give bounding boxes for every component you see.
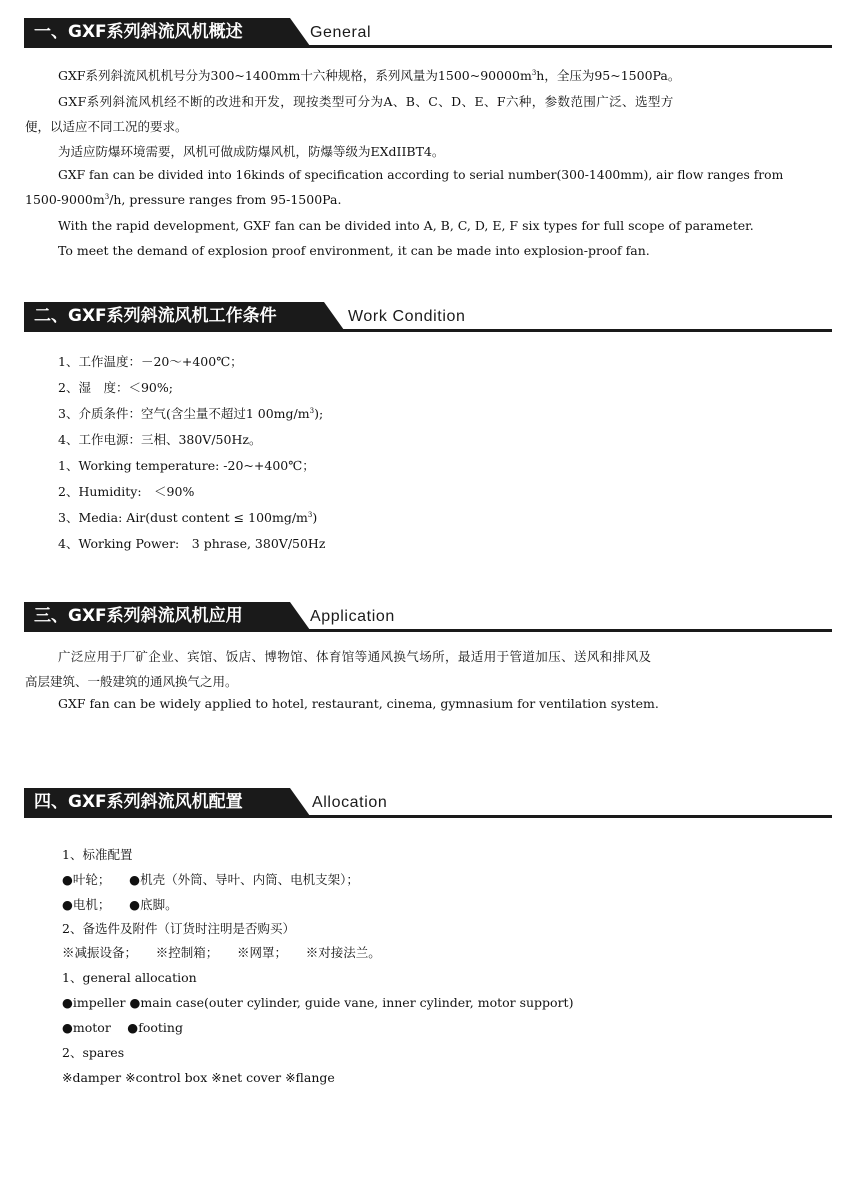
general-line-7: With the rapid development, GXF fan can be divided into A, B, C, D, E, F six types for full scope of parameter.	[58, 218, 754, 233]
section-header-allocation	[24, 788, 832, 818]
section-header-application	[24, 602, 832, 632]
application-line-3: GXF fan can be widely applied to hotel, restaurant, cinema, gymnasium for ventilation system.	[58, 696, 659, 711]
allocation-line-5: ※减振设备； ※控制箱； ※网罩； ※对接法兰。	[62, 945, 381, 960]
work-cond-en-1: 1、Working temperature: -20~+400℃；	[58, 458, 315, 473]
work-cond-en-4: 4、Working Power: 3 phrase, 380V/50Hz	[58, 536, 326, 551]
work-cond-cn-3: 3、介质条件：空气(含尘量不超过1 $00mg/m^3$);	[58, 406, 324, 421]
allocation-line-3: ●电机； ●底脚。	[62, 897, 178, 912]
allocation-line-10: ※damper ※control box ※net cover ※flange	[62, 1070, 335, 1085]
section-title-cn: 四、GXF系列斜流风机配置	[34, 792, 243, 812]
allocation-line-9: 2、spares	[62, 1045, 125, 1060]
general-line-3: 便，以适应不同工况的要求。	[25, 119, 188, 134]
work-cond-cn-1: 1、工作温度：－20～+400℃；	[58, 354, 243, 369]
section-title-en: Application	[310, 608, 395, 625]
allocation-line-2: ●叶轮； ●机壳（外筒、导叶、内筒、电机支架）；	[62, 872, 359, 887]
allocation-line-4: 2、备选件及附件（订货时注明是否购买）	[62, 921, 295, 936]
general-line-1: GXF系列斜流风机机号分为300~1400mm十六种规格，系列风量为$1500\sim 90000m^3h$，全压为95~1500Pa。	[58, 68, 681, 83]
application-line-2: 高层建筑、一般建筑的通风换气之用。	[25, 674, 238, 689]
header-rule	[24, 629, 832, 632]
general-line-6: $1500-9000m^3/h$, pressure ranges from 95-1500Pa.	[25, 192, 342, 207]
section-header-general	[24, 18, 832, 48]
general-line-8: To meet the demand of explosion proof environment, it can be made into explosion-proof fan.	[58, 243, 650, 258]
section-title-cn: 三、GXF系列斜流风机应用	[34, 606, 243, 626]
section-header-work-condition	[24, 302, 832, 332]
allocation-line-8: ●motor ●footing	[62, 1020, 183, 1035]
general-line-2: GXF系列斜流风机经不断的改进和开发，现按类型可分为A、B、C、D、E、F六种，参数范围广泛、选型方	[58, 94, 674, 109]
header-rule	[24, 815, 832, 818]
general-line-4: 为适应防爆环境需要，风机可做成防爆风机，防爆等级为EXdIIBT4。	[58, 144, 445, 159]
general-line-5: GXF fan can be divided into 16kinds of specification according to serial number(300-1400mm), air flow ranges from	[58, 168, 784, 182]
allocation-line-6: 1、general allocation	[62, 970, 197, 985]
allocation-line-1: 1、标准配置	[62, 847, 133, 862]
header-rule	[24, 329, 832, 332]
work-cond-en-2: 2、Humidity: ＜90%	[58, 484, 195, 499]
work-cond-en-3: 3、Media: Air(dust content ≤ $100mg/m^3$)	[58, 510, 318, 525]
section-title-en: Work Condition	[348, 308, 466, 325]
allocation-line-7: ●impeller ●main case(outer cylinder, guide vane, inner cylinder, motor support)	[62, 995, 574, 1010]
header-rule	[24, 45, 832, 48]
section-title-cn: 二、GXF系列斜流风机工作条件	[34, 306, 277, 326]
work-cond-cn-4: 4、工作电源：三相、380V/50Hz。	[58, 432, 262, 447]
work-cond-cn-2: 2、湿 度：＜90%;	[58, 380, 173, 395]
section-title-en: General	[310, 24, 372, 41]
section-title-en: Allocation	[312, 794, 388, 811]
section-title-cn: 一、GXF系列斜流风机概述	[34, 22, 243, 42]
application-line-1: 广泛应用于厂矿企业、宾馆、饭店、博物馆、体育馆等通风换气场所，最适用于管道加压、送风和排风及	[58, 649, 652, 664]
